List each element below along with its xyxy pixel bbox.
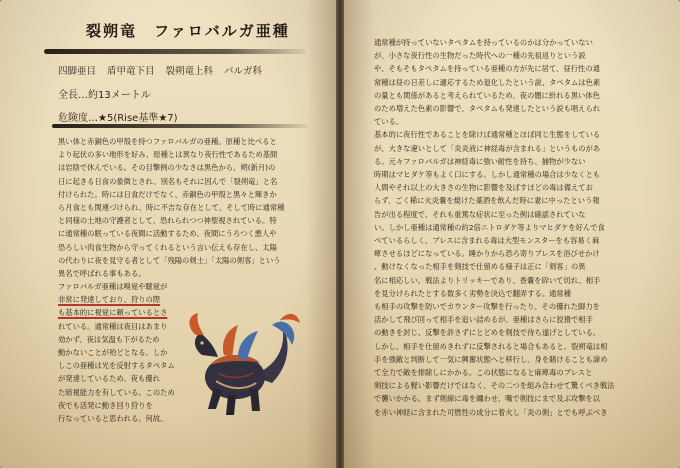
body-line: に通常種の眠っている夜間に活動するため、夜間にうろつく悪人や [58, 229, 277, 239]
body-line: ている。 [374, 117, 404, 127]
body-line: 痺させるほどになっている。睡かりから恐ろ寄りブレスを浴びせかけ [374, 249, 600, 259]
wrap-line: れている。通常種は夜目はあまり [58, 321, 168, 331]
body-line: のため増えた色素の影響で、タペタムも発達したという説も唱えられ [374, 104, 601, 114]
wrap-line: も基本的に視覚に頼っているとさ [58, 308, 168, 318]
section-divider-brush [52, 124, 308, 128]
wrap-line: しこの亜種は光を反射するタペタム [58, 361, 175, 371]
right-body-text [374, 36, 664, 419]
body-line: を見分けられたとする数多く劣勢を決込で翻弄する。通常種 [374, 288, 572, 298]
body-line: 人間やそれ以上の大きさの生物に影響を及ぼすほどの毒は備えてお [374, 183, 593, 193]
body-line: 名に相応しい。戦法よりトリッキーであり、香嚢を砕いて切れ、相手 [374, 275, 601, 285]
dragon-illustration [180, 305, 305, 425]
wrap-line: 効かず、夜は気温も下がるため [58, 334, 160, 344]
body-line: 日に起きる日食の象徴とされ、別名もそれに因んで「裂朔竜」と名 [58, 176, 278, 186]
body-line: を赤い神経に含まれた可燃性の成分に着火し「炎の剣」とでも呼ぶべき [374, 407, 608, 417]
body-line: 通常種が持っていないタペタムを持っているのかは分かっていない [374, 38, 593, 47]
right-page [344, 0, 680, 468]
body-line: 黒い体と赤銅色の甲殻を持つファロバルガの亜種。原種と比べると [58, 137, 277, 146]
body-line: る。元々ファロバルガは神経毒に強い耐性を持ち、捕物が少ない [374, 156, 586, 166]
title-underline-brush [44, 49, 306, 54]
wrap-line: ファロバルガ亜種は嗅覚や聴覚が [58, 282, 168, 291]
body-line: 付けられた。時には日食だけでなく、赤銅色の甲殻と黒々と輝きか [58, 189, 277, 199]
body-line: 告が出る程度で、それも重篤な症状に至った例は確認されていな [374, 209, 586, 219]
classification-superfamily: 裂朔竜上科 [165, 66, 214, 77]
left-wrap-text [58, 280, 183, 425]
body-line: が、小さな夜行性の生物だった時代への一種の先祖返りという説 [374, 51, 586, 61]
wrap-line: 非常に発達しており、狩りの際 [58, 295, 161, 305]
wrap-line: が発達しているため、夜も優れ [58, 374, 160, 384]
body-line: て全力で敵を排除しにかかる。この状態になると麻痺毒のブレスと [374, 368, 593, 378]
body-line: 活かして飛び回って相手を追い詰めるが、亜種はさらに狡猾で相手 [374, 315, 593, 325]
book-gutter [336, 0, 344, 468]
classification-suborder: 四脚亜目 [58, 66, 97, 77]
body-line: らず、ごく稀に火炎嚢を焼けた薬酒を飲んだ時に妻に中ったという報 [374, 196, 600, 206]
wrap-line: 夜でも活発に動き回り狩りを [58, 400, 153, 410]
danger-stat: 危険度…★5(Rise基準★7) [58, 113, 178, 124]
body-line: 基本的に夜行性であることを除けば通常種とほぼ同じ生態をしている [374, 130, 601, 140]
body-line: が、大きな違いとして「炎炎液に神経毒が含まれる」というものがあ [374, 143, 601, 153]
body-line: の量とも関係があると考えられているため、夜の闇に紛れる黒い体色 [374, 90, 600, 100]
page-title: 裂朔竜 ファロバルガ亜種 [86, 22, 290, 40]
left-page [0, 0, 336, 468]
body-line: 時期はマヒダケ等もよく口にする。しかし通常種の場合は少なくとも [374, 170, 601, 180]
left-body-text [58, 135, 320, 280]
wrap-line: 動かないことが殆どとなる。しか [58, 348, 168, 358]
body-line: で襲いかかる。まず剣線に毒を纏わせ、嘴で剣技にまで及ぶ攻撃を以 [374, 394, 600, 404]
body-line: 手を強敵と判断して一気に興奮状態へと移行し、身を賭けることも諦め [374, 354, 608, 364]
classification-family: バルガ科 [224, 66, 263, 77]
body-line: べているらしく、ブレスに含まれる毒は大型モンスターをも容易く麻 [374, 236, 600, 246]
title-block [64, 20, 314, 41]
body-line: より起伏の多い地形を好み、原種とは異なり夜行性であるため基間 [58, 150, 278, 160]
classification-line [58, 63, 273, 77]
body-line: は岩陰で休んでいる。その目撃例の少なさは黒色から、朔(新月)の [58, 163, 276, 173]
body-line: ら月食とも関連づけられ、時に不吉な存在として、そして時に通常種 [58, 203, 285, 213]
body-line: と同様の土地の守護者として、恐れられつつ神聖視されている。特 [58, 216, 277, 226]
body-line: 、動けなくなった相手を剣技で仕留める様子は正に「剣客」の異 [374, 262, 586, 272]
body-line: の代わりに夜を見守る者として「残陽の剣士」「太陽の剣客」という [58, 255, 281, 265]
body-line: 常種は昼の日差しに適応するため退化したという説、タペタムは色素 [374, 77, 601, 87]
body-line: の動きを封じ、反撃を許さずにとどめを剣技で待ち遂げとしている。 [374, 328, 601, 338]
body-line: 恐ろしい肉食生物から守ってくれるという言い伝えも存在し、太陽 [58, 242, 277, 252]
wrap-line: た暗視能力を有している。このため [58, 387, 175, 397]
body-line: も相手の攻撃を防いでカウンター攻撃を行ったり、その優れた脚力を [374, 302, 600, 312]
length-stat: 全長…約13メートル [58, 90, 151, 101]
classification-infraorder: 盾甲竜下目 [107, 66, 155, 77]
body-line: 異名で呼ばれる事もある。 [58, 269, 146, 279]
body-line: や、そもそもタペタムを持っている亜種の方が先に居て、昼行性の通 [374, 64, 600, 74]
wrap-line: 行なっていると思われる。何故、 [58, 414, 168, 424]
body-line: 剣技による軽い影響だけではなく、その二つを組み合わせて驚くべき戦法 [374, 381, 615, 391]
body-line: い。しかし亜種は通常種の約2倍ニトロダケ等よりマヒダケを好んで食 [374, 222, 605, 232]
body-line: しかし、相手を仕留めきれずに反撃されると場合もあると、裂朔竜は相 [374, 341, 608, 351]
